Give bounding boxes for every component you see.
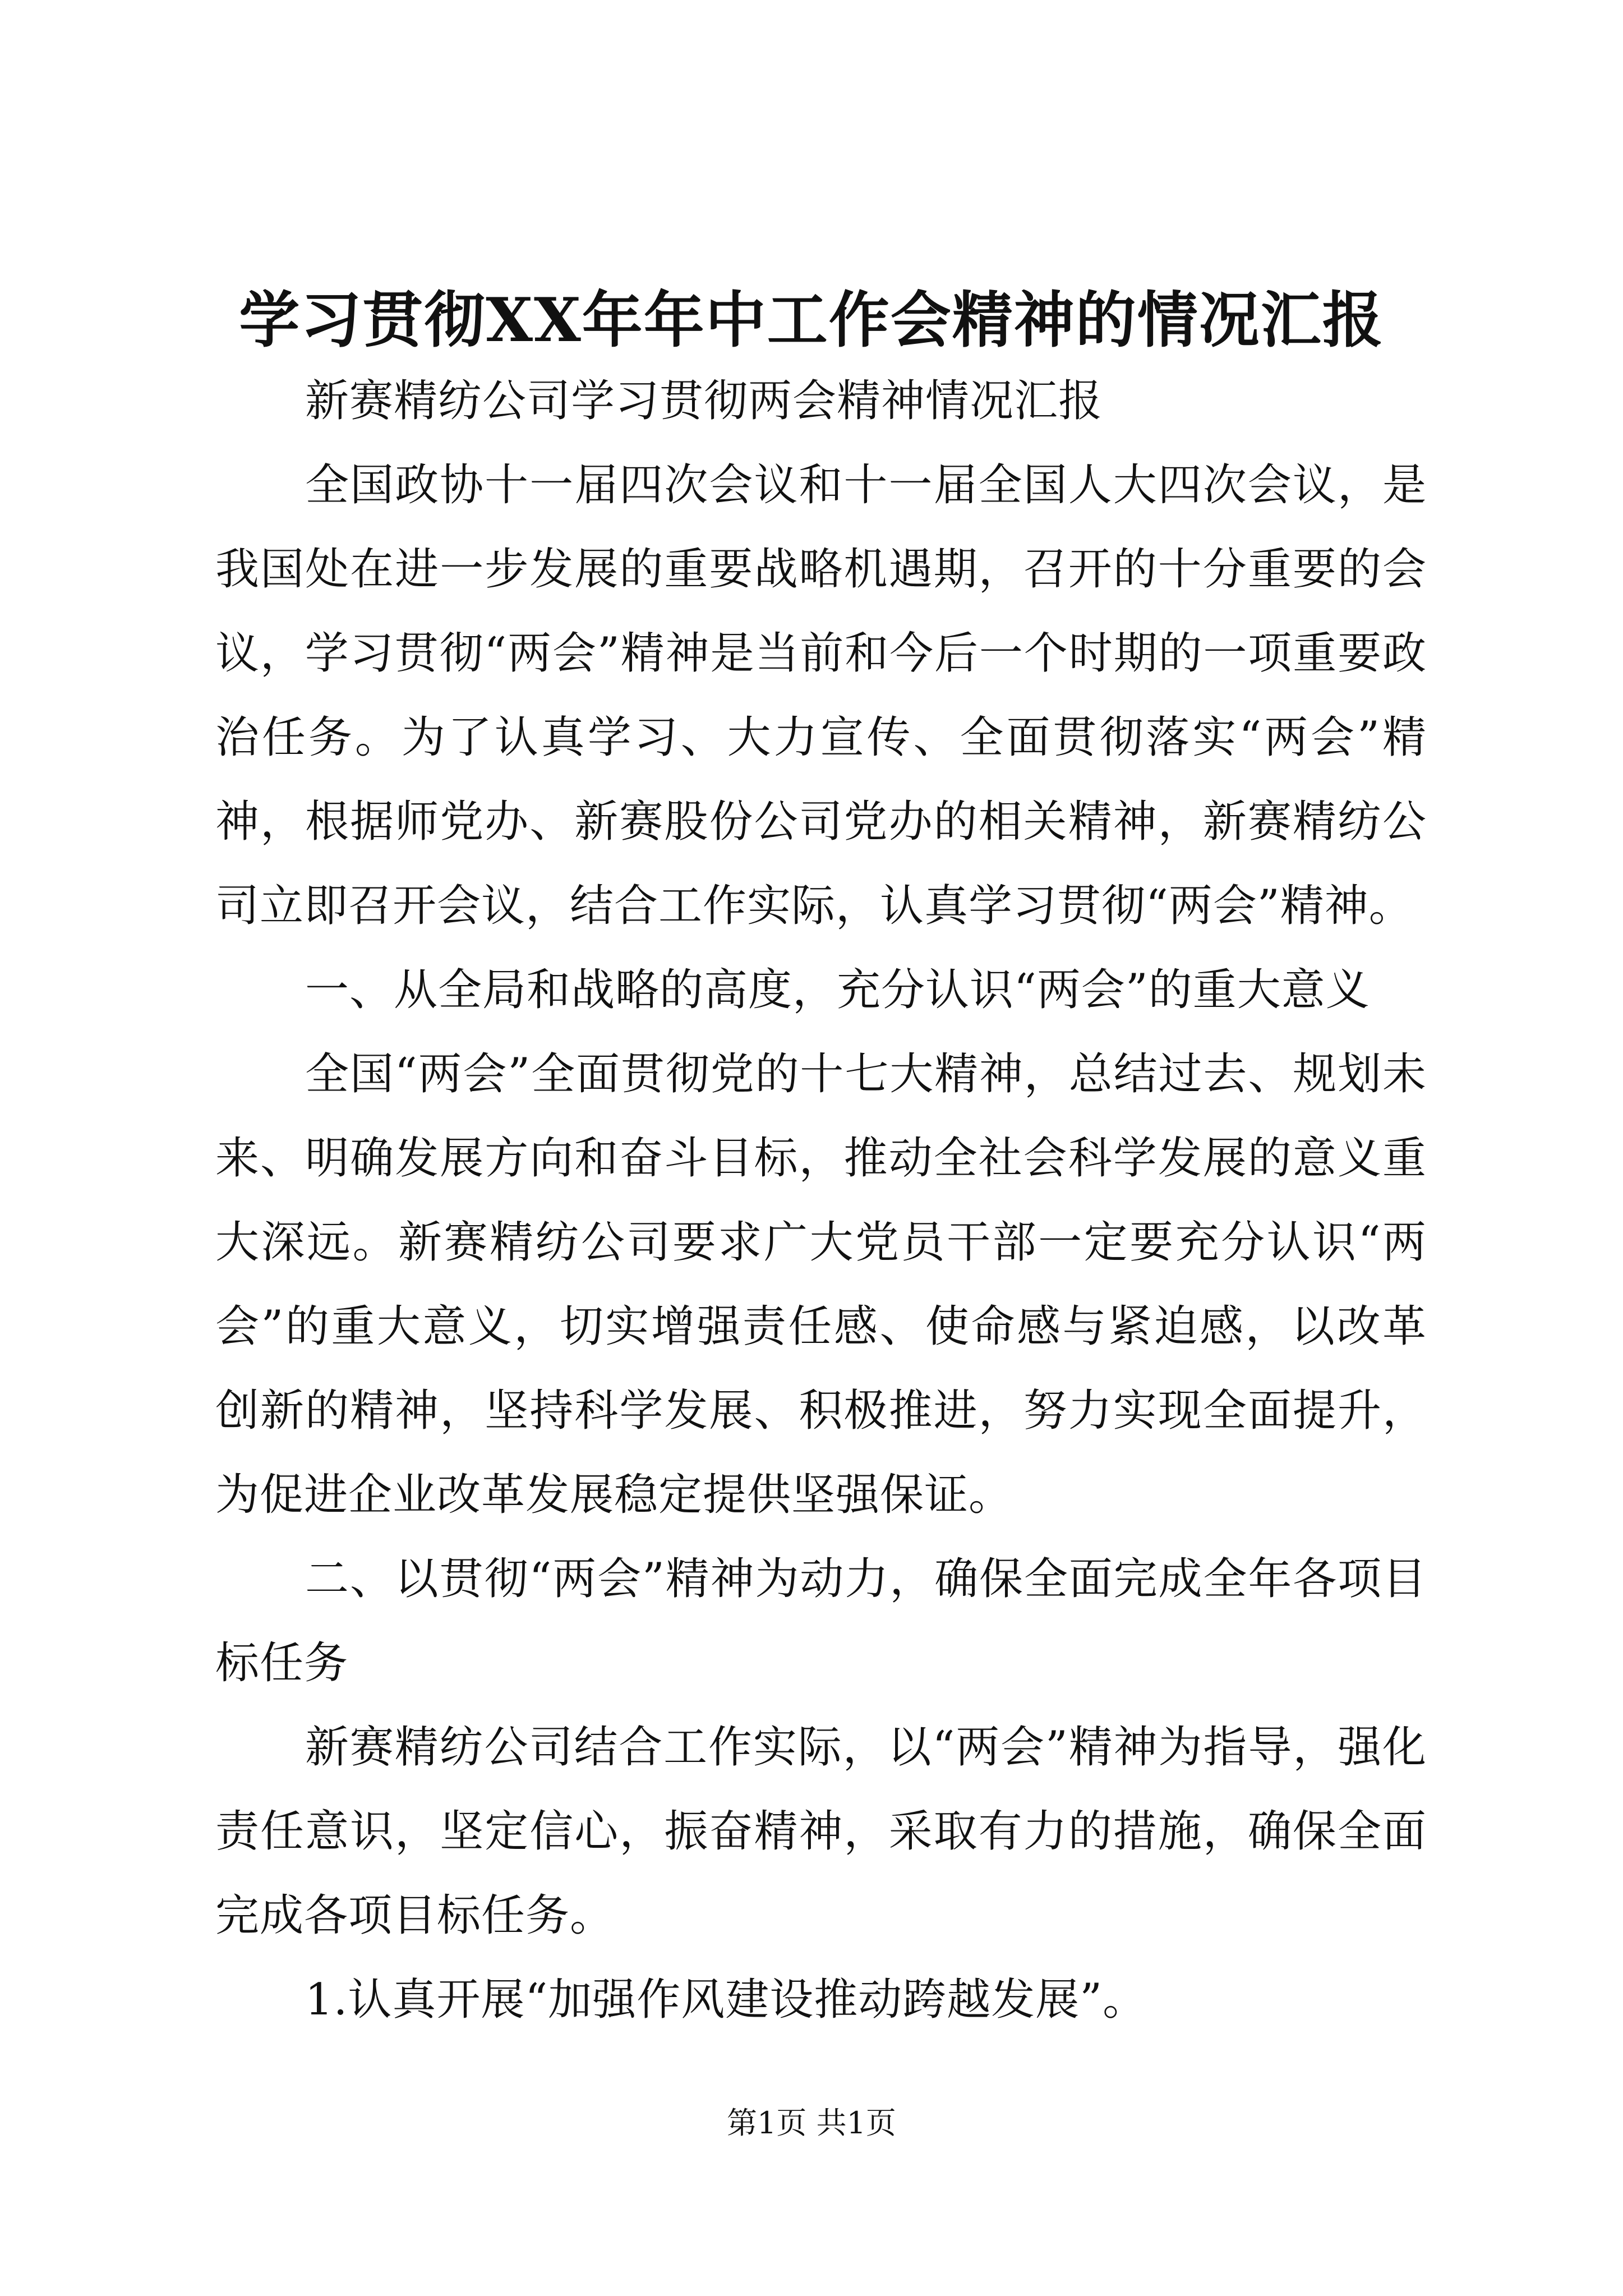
list-item-1: 1.认真开展“加强作风建设推动跨越发展”。 xyxy=(305,1975,1147,2025)
section-1-paragraph: 全国“两会”全面贯彻党的十七大精神，总结过去、规划未来、明确发展方向和奋斗目标，推动全社会科学发展的意义重大深远。新赛精纺公司要求广大党员干部一定要充分认识“两会”的重大意义，切实增强责任感、使命感与紧迫感，以改革创新的精神，坚持科学发展、积极推进，努力实现全面提升，为促进企业改革发展稳定提供坚强保证。 xyxy=(215,1049,1427,1520)
document-title: 学习贯彻XX年年中工作会精神的情况汇报 xyxy=(239,285,1384,356)
section-2-paragraph: 新赛精纺公司结合工作实际，以“两会”精神为指导，强化责任意识，坚定信心，振奋精神，采取有力的措施，确保全面完成各项目标任务。 xyxy=(215,1722,1427,1941)
section-heading-1: 一、从全局和战略的高度，充分认识“两会”的重大意义 xyxy=(305,965,1370,1015)
document-body xyxy=(215,359,1427,2042)
section-heading-2: 二、以贯彻“两会”精神为动力，确保全面完成全年各项目标任务 xyxy=(215,1554,1427,1688)
intro-paragraph: 全国政协十一届四次会议和十一届全国人大四次会议，是我国处在进一步发展的重要战略机遇期，召开的十分重要的会议，学习贯彻“两会”精神是当前和今后一个时期的一项重要政治任务。为了认真学习、大力宣传、全面贯彻落实“两会”精神，根据师党办、新赛股份公司党办的相关精神，新赛精纺公司立即召开会议，结合工作实际，认真学习贯彻“两会”精神。 xyxy=(215,460,1427,931)
page-footer: 第1页 共1页 xyxy=(727,2105,896,2141)
subtitle-paragraph: 新赛精纺公司学习贯彻两会精神情况汇报 xyxy=(305,376,1103,426)
